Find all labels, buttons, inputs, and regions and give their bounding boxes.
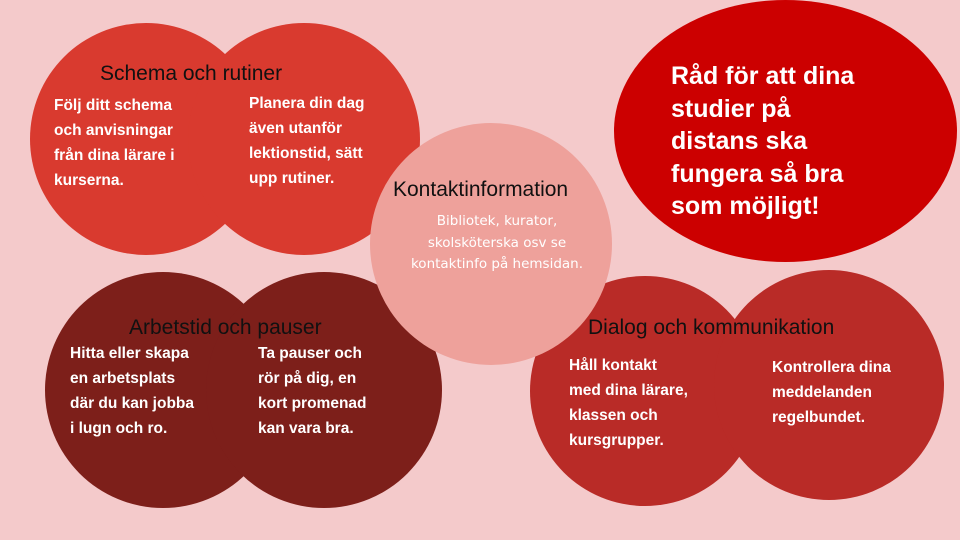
schema-left-text: Följ ditt schema och anvisningar från dina lärare i kurserna. xyxy=(54,97,175,189)
dialog-heading: Dialog och kommunikation xyxy=(588,316,835,339)
schema-right-text: Planera din dag även utanför lektionstid, sätt upp rutiner. xyxy=(249,95,365,187)
kontakt-text: Bibliotek, kurator, skolsköterska osv se kontaktinfo på hemsidan. xyxy=(410,213,584,272)
arbetstid-right-text: Ta pauser och rör på dig, en kort promenad kan vara bra. xyxy=(258,345,367,437)
dialog-left-text: Håll kontakt med dina lärare, klassen och kursgrupper. xyxy=(569,357,688,449)
slide-title: Råd för att dina studier på distans ska fungera så bra som möjligt! xyxy=(671,62,855,220)
arbetstid-heading: Arbetstid och pauser xyxy=(129,316,322,339)
kontakt-heading: Kontaktinformation xyxy=(393,178,569,201)
schema-heading: Schema och rutiner xyxy=(100,62,283,85)
dialog-right-text: Kontrollera dina meddelanden regelbundet. xyxy=(772,359,891,426)
arbetstid-left-text: Hitta eller skapa en arbetsplats där du kan jobba i lugn och ro. xyxy=(70,345,195,437)
